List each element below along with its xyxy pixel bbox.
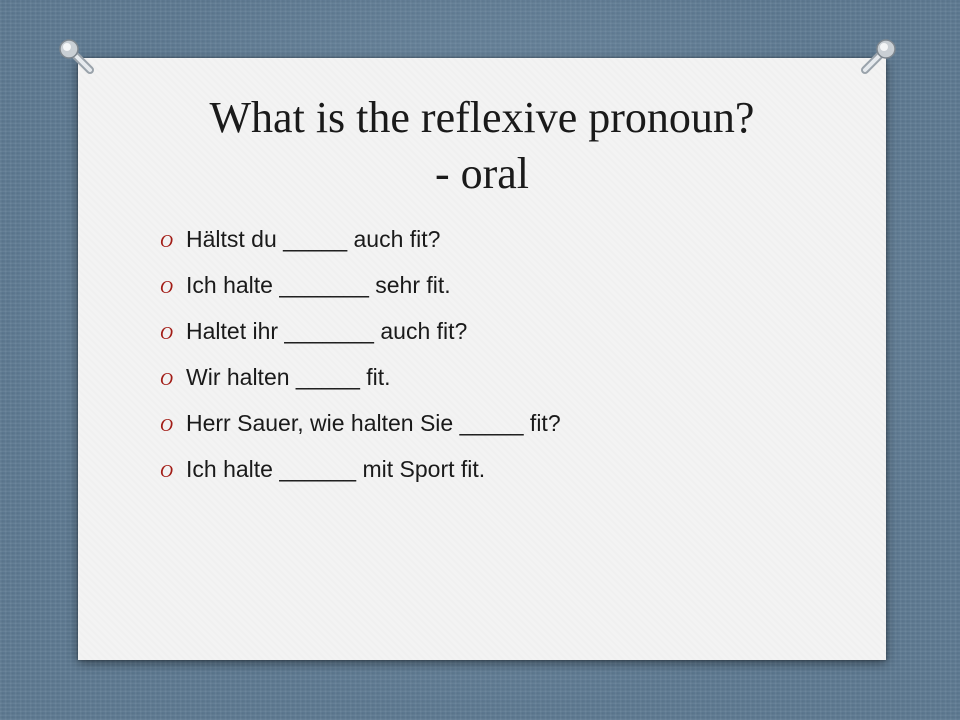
slide-title-line-2: - oral — [434, 149, 530, 198]
bullet-marker: O — [160, 461, 173, 481]
list-item-text: Wir halten _____ fit. — [186, 364, 391, 390]
pushpin-icon — [58, 38, 98, 78]
list-item-text: Hältst du _____ auch fit? — [186, 226, 441, 252]
list-item-text: Ich halte _______ sehr fit. — [186, 272, 451, 298]
slide-title-line-1: What is the reflexive pronoun? — [209, 93, 755, 142]
list-item-text: Ich halte ______ mit Sport fit. — [186, 456, 486, 482]
list-item — [160, 410, 860, 456]
list-item — [160, 318, 860, 364]
slide-title — [78, 90, 886, 202]
list-item — [160, 456, 860, 502]
bullet-marker: O — [160, 369, 173, 389]
bullet-marker: O — [160, 323, 173, 343]
bullet-marker: O — [160, 231, 173, 251]
bullet-list — [160, 226, 860, 502]
list-item-text: Haltet ihr _______ auch fit? — [186, 318, 468, 344]
list-item — [160, 272, 860, 318]
list-item — [160, 364, 860, 410]
list-item — [160, 226, 860, 272]
bullet-marker: O — [160, 415, 173, 435]
list-item-text: Herr Sauer, wie halten Sie _____ fit? — [186, 410, 561, 436]
bullet-marker: O — [160, 277, 173, 297]
pushpin-icon — [857, 38, 897, 78]
